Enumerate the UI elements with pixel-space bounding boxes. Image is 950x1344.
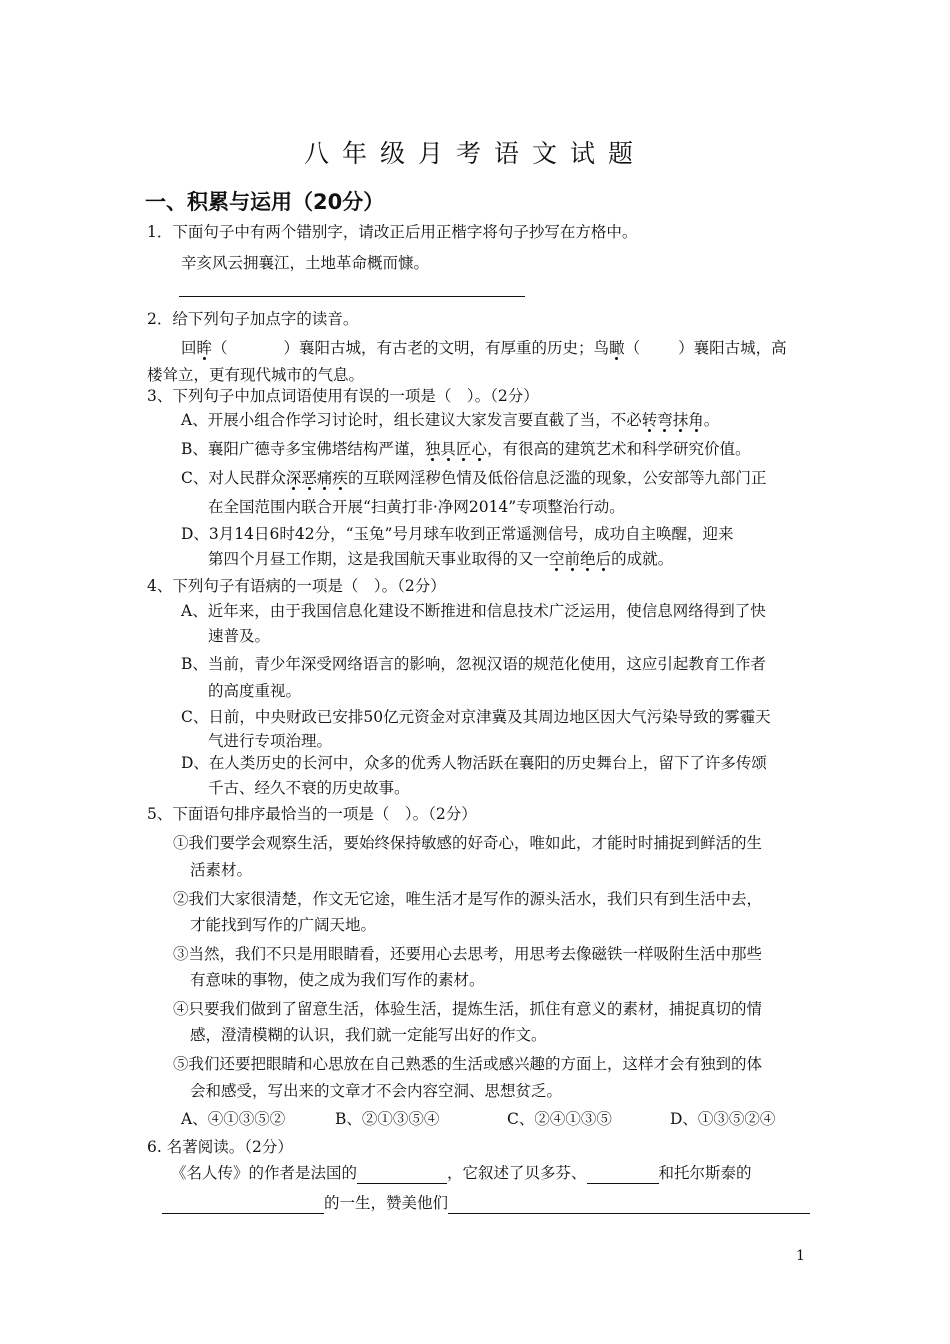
- q5-option-a: A、④①③⑤②: [181, 1110, 286, 1128]
- q5-sentence-5-line2: 会和感受，写出来的文章才不会内容空洞、思想贫乏。: [190, 1082, 563, 1100]
- q4-option-a-line1: A、近年来，由于我国信息化建设不断推进和信息技术广泛运用，使信息网络得到了快: [181, 602, 766, 620]
- q4-option-a-line2: 速普及。: [208, 627, 271, 645]
- q5-option-c: C、②④①③⑤: [507, 1110, 612, 1128]
- q3-b-text: B、襄阳广德寺多宝佛塔结构严谨，: [181, 440, 425, 458]
- q5-sentence-3-line2: 有意味的事物，使之成为我们写作的素材。: [190, 971, 485, 989]
- q2-text-e: ）襄阳古城，高: [678, 339, 787, 357]
- q1-answer-line: [179, 296, 525, 297]
- q3-option-b: [181, 438, 750, 460]
- q5-option-d: D、①③⑤②④: [670, 1110, 776, 1128]
- q3-option-a: [181, 409, 719, 431]
- q3-option-d-line2: [208, 548, 673, 570]
- q1-prompt: 1．下面句子中有两个错别字，请改正后用正楷字将句子抄写在方格中。: [147, 223, 638, 241]
- q4-option-b-line2: 的高度重视。: [208, 682, 302, 700]
- q5-sentence-4-line2: 感，澄清模糊的认识，我们就一定能写出好的作文。: [190, 1026, 547, 1044]
- q2-line1: [181, 337, 787, 359]
- q2-line2: 楼耸立，更有现代城市的气息。: [147, 366, 365, 384]
- section-heading: 一、积累与运用（20分）: [145, 190, 385, 214]
- q3-a-text: A、开展小组合作学习讨论时，组长建议大家发言要直截了当，不必: [181, 411, 642, 429]
- q4-option-c-line2: 气进行专项治理。: [208, 732, 333, 750]
- q6-blank-praise[interactable]: [448, 1196, 810, 1214]
- q3-b-end: ，有很高的建筑艺术和科学研究价值。: [486, 440, 751, 458]
- q3-option-c-line1: [181, 467, 766, 489]
- q3-a-end: 。: [703, 411, 720, 429]
- exam-title: 八年级月考语文试题: [303, 139, 646, 168]
- q6-text-b: ，它叙述了贝多芬、: [447, 1164, 587, 1182]
- q6-blank-author[interactable]: [357, 1166, 447, 1184]
- q2-text-c: ）襄阳古城，有古老的文明，有厚重的历史；鸟: [283, 339, 610, 357]
- q3-c-dotted: 深恶痛疾: [285, 469, 348, 487]
- q5-sentence-1-line1: ①我们要学会观察生活，要始终保持敏感的好奇心，唯如此，才能时时捕捉到鲜活的生: [173, 834, 763, 852]
- q4-option-c-line1: C、日前，中央财政已安排50亿元资金对京津冀及其周边地区因大气污染导致的雾霾天: [181, 708, 771, 726]
- q3-d-dotted: 空前绝后: [549, 550, 612, 568]
- q3-d-end: 的成就。: [611, 550, 674, 568]
- q5-sentence-4-line1: ④只要我们做到了留意生活，体验生活，提炼生活，抓住有意义的素材，捕捉真切的情: [173, 1000, 763, 1018]
- q6-line1: [171, 1162, 752, 1184]
- q5-option-b: B、②①③⑤④: [335, 1110, 440, 1128]
- q5-sentence-2-line1: ②我们大家很清楚，作文无它途，唯生活才是写作的源头活水，我们只有到生活中去，: [173, 890, 763, 908]
- q6-text-d: 的一生，赞美他们: [324, 1194, 449, 1212]
- q6-text-c: 和托尔斯泰的: [658, 1164, 752, 1182]
- q5-sentence-2-line2: 才能找到写作的广阔天地。: [190, 916, 377, 934]
- q2-paren-open-1: （: [212, 339, 228, 357]
- page-number: 1: [796, 1248, 805, 1264]
- q5-prompt: 5、下面语句排序最恰当的一项是（ ）。（2分）: [147, 805, 477, 823]
- q6-text-a: 《名人传》的作者是法国的: [171, 1164, 358, 1182]
- q3-c-end: 的互联网淫秽色情及低俗信息泛滥的现象，公安部等九部门正: [347, 469, 767, 487]
- q3-prompt: 3、下列句子中加点词语使用有误的一项是（ ）。（2分）: [147, 387, 539, 405]
- q5-sentence-5-line1: ⑤我们还要把眼睛和心思放在自己熟悉的生活或感兴趣的方面上，这样才会有独到的体: [173, 1055, 763, 1073]
- q5-sentence-3-line1: ③当然，我们不只是用眼睛看，还要用心去思考，用思考去像磁铁一样吸附生活中那些: [173, 945, 763, 963]
- q1-sentence: 辛亥风云拥襄江，土地革命概而慷。: [181, 254, 430, 272]
- q2-dotted-char-2: 瞰: [609, 339, 625, 357]
- q3-d-text: 第四个月昼工作期，这是我国航天事业取得的又一: [208, 550, 550, 568]
- q6-blank-person[interactable]: [587, 1166, 659, 1184]
- q2-dotted-char-1: 眸: [196, 339, 213, 357]
- q6-blank-life[interactable]: [162, 1196, 324, 1214]
- q2-prompt: 2．给下列句子加点字的读音。: [147, 310, 359, 328]
- q6-line2: [162, 1192, 810, 1214]
- q4-option-b-line1: B、当前，青少年深受网络语言的影响，忽视汉语的规范化使用，这应引起教育工作者: [181, 655, 766, 673]
- q2-text-a: 回: [181, 339, 197, 357]
- q3-a-dotted: 转弯抹角: [641, 411, 704, 429]
- q2-paren-open-2: （: [624, 339, 641, 357]
- q3-option-d-line1: D、3月14日6时42分，“玉兔”号月球车收到正常遥测信号，成功自主唤醒，迎来: [181, 525, 734, 543]
- q3-b-dotted: 独具匠心: [424, 440, 487, 458]
- q4-option-d-line2: 千古、经久不衰的历史故事。: [208, 779, 410, 797]
- q5-sentence-1-line2: 活素材。: [190, 861, 253, 879]
- q3-c-text: C、对人民群众: [181, 469, 286, 487]
- q6-prompt: 6. 名著阅读。（2分）: [147, 1138, 293, 1156]
- q3-option-c-line2: 在全国范围内联合开展“扫黄打非·净网2014”专项整治行动。: [208, 498, 625, 516]
- q4-option-d-line1: D、在人类历史的长河中，众多的优秀人物活跃在襄阳的历史舞台上，留下了许多传颂: [181, 754, 767, 772]
- q4-prompt: 4、下列句子有语病的一项是（ ）。（2分）: [147, 577, 446, 595]
